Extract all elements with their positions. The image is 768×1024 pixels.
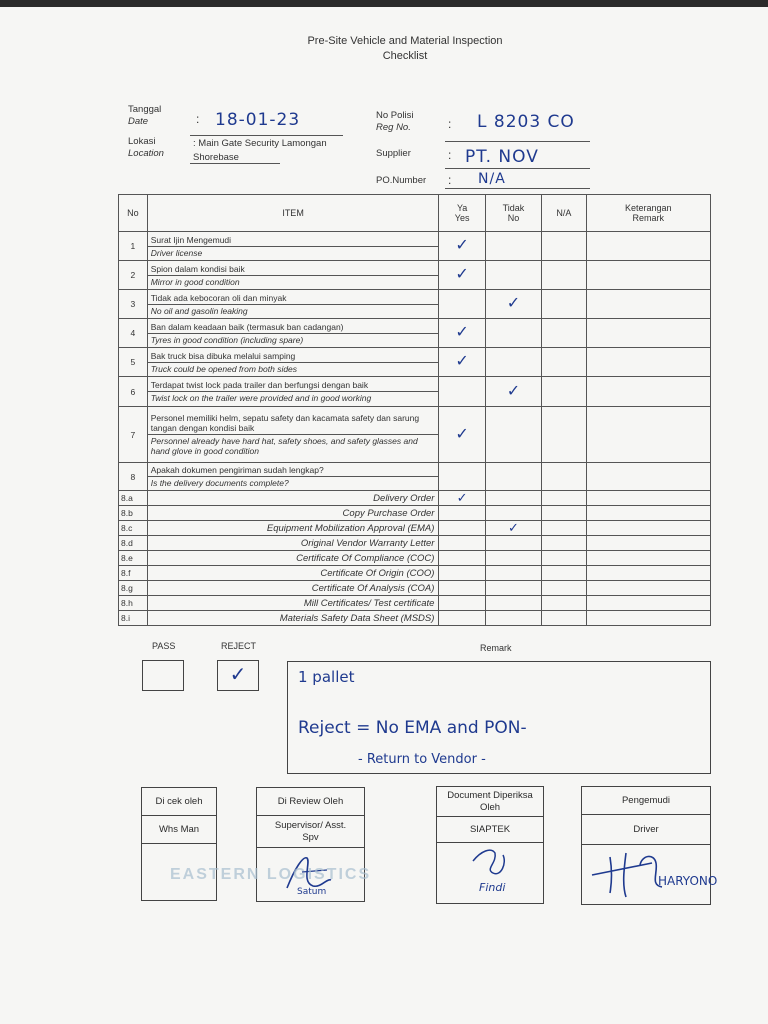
remark-header-en: Remark (632, 213, 665, 223)
po-colon: : (448, 173, 452, 187)
reject-label: REJECT (221, 641, 257, 651)
remark-cell[interactable] (586, 463, 710, 491)
reviewed-role-line-1: Supervisor/ Asst. (274, 819, 347, 831)
reviewed-by-label: Di Review Oleh (257, 788, 364, 816)
yes-cell[interactable] (439, 581, 485, 596)
yes-cell[interactable] (439, 536, 485, 551)
date-value: 18-01-23 (215, 110, 301, 130)
sub-row-number: 8.g (119, 581, 148, 596)
yes-cell[interactable] (439, 290, 485, 319)
supplier-label: Supplier (376, 148, 411, 159)
svg-text:Findi: Findi (479, 881, 506, 894)
yes-cell[interactable] (439, 319, 485, 348)
date-underline (190, 135, 343, 136)
yes-cell[interactable] (439, 407, 485, 463)
item-text-en: Is the delivery documents complete? (150, 478, 289, 488)
location-value (193, 137, 327, 165)
title-line-2: Checklist (382, 50, 428, 62)
checklist-row (119, 407, 711, 463)
no-polisi-label: No Polisi (376, 110, 414, 121)
sub-row-item: Certificate Of Origin (COO) (147, 566, 439, 581)
sub-row-item: Original Vendor Warranty Letter (147, 536, 439, 551)
sub-row-item: Materials Safety Data Sheet (MSDS) (147, 611, 439, 626)
sub-row-item: Copy Purchase Order (147, 506, 439, 521)
check-mark: ✓ (455, 324, 469, 341)
yes-cell[interactable] (439, 232, 485, 261)
col-yes-header (439, 195, 485, 232)
sub-row-number: 8.b (119, 506, 148, 521)
remark-cell[interactable] (586, 581, 710, 596)
yes-header-en: Yes (454, 213, 470, 223)
sub-row-number: 8.e (119, 551, 148, 566)
item-text-en: Truck could be opened from both sides (150, 363, 298, 374)
row-item (147, 319, 439, 348)
checklist-row (119, 290, 711, 319)
date-label-en: Date (128, 116, 149, 127)
checklist-sub-row (119, 611, 711, 626)
reject-checkbox[interactable] (217, 660, 259, 691)
remark-line-2: Reject = No EMA and PON- (298, 718, 527, 738)
yes-cell[interactable] (439, 377, 485, 407)
col-item-header: ITEM (147, 195, 439, 232)
lokasi-label: Lokasi (128, 136, 156, 147)
sub-row-number: 8.a (119, 491, 148, 506)
checklist-row (119, 348, 711, 377)
doc-checker-signature (437, 843, 543, 901)
remark-cell[interactable] (586, 491, 710, 506)
location-value-line-2: Shorebase (193, 152, 239, 163)
item-text-id: Apakah dokumen pengiriman sudah lengkap? (148, 464, 439, 477)
driver-label-id: Pengemudi (582, 787, 710, 815)
yes-header-id: Ya (456, 203, 468, 213)
sub-row-item: Mill Certificates/ Test certificate (147, 596, 439, 611)
na-cell[interactable] (542, 232, 586, 261)
remark-cell[interactable] (586, 596, 710, 611)
yes-cell[interactable] (439, 463, 485, 491)
reviewed-by-box (256, 787, 365, 902)
checklist-sub-row (119, 551, 711, 566)
po-underline (445, 188, 590, 189)
document-title (270, 34, 540, 64)
row-number: 1 (119, 232, 148, 261)
checklist-sub-row (119, 596, 711, 611)
reg-no-label (376, 110, 414, 134)
na-cell[interactable] (542, 581, 586, 596)
supplier-underline (445, 168, 590, 169)
yes-cell[interactable] (439, 491, 485, 506)
row-item (147, 348, 439, 377)
row-item (147, 463, 439, 491)
sub-row-item: Delivery Order (147, 491, 439, 506)
no-cell[interactable] (485, 566, 541, 581)
checklist-sub-row (119, 581, 711, 596)
sub-row-number: 8.f (119, 566, 148, 581)
sub-row-item: Equipment Mobilization Approval (EMA) (147, 521, 439, 536)
driver-signature (582, 845, 732, 903)
row-number: 5 (119, 348, 148, 377)
tanggal-label: Tanggal (128, 104, 162, 115)
doc-checked-line-2: Oleh (479, 801, 501, 813)
item-text-en: No oil and gasolin leaking (150, 305, 248, 316)
na-cell[interactable] (542, 463, 586, 491)
checklist-row (119, 463, 711, 491)
no-cell[interactable] (485, 611, 541, 626)
no-cell[interactable] (485, 407, 541, 463)
location-label-en: Location (128, 148, 164, 159)
na-cell[interactable] (542, 290, 586, 319)
reg-underline (445, 141, 590, 142)
item-text-id: Ban dalam keadaan baik (termasuk ban cadangan) (148, 321, 439, 334)
check-mark: ✓ (455, 353, 469, 370)
sub-row-number: 8.c (119, 521, 148, 536)
remark-cell[interactable] (586, 261, 710, 290)
col-remark-header (586, 195, 710, 232)
item-text-id: Surat Ijin Mengemudi (148, 234, 439, 247)
checked-by-role: Whs Man (142, 816, 216, 844)
remark-cell[interactable] (586, 407, 710, 463)
sub-row-item: Certificate Of Compliance (COC) (147, 551, 439, 566)
remark-line-1: 1 pallet (298, 668, 355, 686)
row-item (147, 377, 439, 407)
checklist-row (119, 232, 711, 261)
remark-header-id: Keterangan (625, 203, 672, 213)
no-cell[interactable] (485, 348, 541, 377)
remark-cell[interactable] (586, 377, 710, 407)
sub-row-number: 8.d (119, 536, 148, 551)
doc-checked-label (437, 787, 543, 817)
checklist-sub-row (119, 566, 711, 581)
no-cell[interactable] (485, 536, 541, 551)
item-text-id: Spion dalam kondisi baik (148, 263, 439, 276)
item-text-en: Driver license (150, 247, 203, 258)
supplier-colon: : (448, 148, 452, 162)
checked-by-label: Di cek oleh (142, 788, 216, 816)
no-cell[interactable] (485, 319, 541, 348)
eastern-logistics-stamp: EASTERN LOGISTICS (170, 866, 372, 883)
col-na-header: N/A (542, 195, 586, 232)
check-mark: ✓ (455, 237, 469, 254)
na-cell[interactable] (542, 566, 586, 581)
item-text-en: Personnel already have hard hat, safety shoes, and safety glasses and hand glove in good condition (150, 436, 418, 456)
na-cell[interactable] (542, 319, 586, 348)
no-cell[interactable] (485, 463, 541, 491)
row-number: 3 (119, 290, 148, 319)
remark-label: Remark (480, 643, 512, 653)
row-item (147, 232, 439, 261)
table-header-row (119, 195, 711, 232)
sub-row-item: Certificate Of Analysis (COA) (147, 581, 439, 596)
date-colon: : (196, 112, 200, 126)
yes-cell[interactable] (439, 551, 485, 566)
sub-row-number: 8.h (119, 596, 148, 611)
remark-cell[interactable] (586, 611, 710, 626)
remark-cell[interactable] (586, 348, 710, 377)
na-cell[interactable] (542, 521, 586, 536)
location-value-line-1: : Main Gate Security Lamongan (193, 138, 327, 149)
yes-cell[interactable] (439, 566, 485, 581)
check-mark: ✓ (456, 490, 468, 505)
location-label (128, 136, 164, 160)
svg-text:HARYONO: HARYONO (658, 874, 718, 888)
item-text-id: Personel memiliki helm, sepatu safety dan kacamata safety dan sarung tangan dengan kondisi baik (148, 412, 439, 435)
checklist-row (119, 261, 711, 290)
row-item (147, 407, 439, 463)
item-text-id: Bak truck bisa dibuka melalui samping (148, 350, 439, 363)
item-text-id: Terdapat twist lock pada trailer dan berfungsi dengan baik (148, 379, 439, 392)
driver-box (581, 786, 718, 905)
reviewed-by-role (257, 816, 364, 848)
yes-cell[interactable] (439, 596, 485, 611)
doc-checked-box (436, 786, 544, 904)
na-cell[interactable] (542, 261, 586, 290)
no-cell[interactable] (485, 290, 541, 319)
checklist-row (119, 319, 711, 348)
item-text-en: Mirror in good condition (150, 276, 240, 287)
col-no-header: No (119, 195, 148, 232)
no-cell[interactable] (485, 377, 541, 407)
no-cell[interactable] (485, 581, 541, 596)
na-cell[interactable] (542, 506, 586, 521)
remark-cell[interactable] (586, 566, 710, 581)
item-text-id: Tidak ada kebocoran oli dan minyak (148, 292, 439, 305)
no-cell[interactable] (485, 232, 541, 261)
no-cell[interactable] (485, 261, 541, 290)
reg-colon: : (448, 117, 452, 131)
na-cell[interactable] (542, 551, 586, 566)
remark-cell[interactable] (586, 290, 710, 319)
na-cell[interactable] (542, 348, 586, 377)
driver-label-en: Driver (582, 815, 710, 845)
remark-box[interactable] (287, 661, 711, 774)
col-no-check-header (485, 195, 541, 232)
remark-cell[interactable] (586, 506, 710, 521)
no-header-en: No (507, 213, 520, 223)
reg-no-label-en: Reg No. (376, 122, 411, 133)
item-text-en: Twist lock on the trailer were provided and in good working (150, 393, 372, 403)
check-mark: ✓ (508, 520, 519, 535)
remark-cell[interactable] (586, 551, 710, 566)
po-label: PO.Number (376, 175, 427, 186)
row-item (147, 261, 439, 290)
supplier-value: PT. NOV (465, 147, 539, 167)
na-cell[interactable] (542, 407, 586, 463)
na-cell[interactable] (542, 377, 586, 407)
check-mark: ✓ (455, 266, 469, 283)
reject-check-mark: ✓ (229, 664, 247, 686)
no-cell[interactable] (485, 506, 541, 521)
inspection-checklist-table (118, 194, 711, 626)
yes-cell[interactable] (439, 611, 485, 626)
check-mark: ✓ (506, 295, 521, 312)
remark-cell[interactable] (586, 232, 710, 261)
no-cell[interactable] (485, 521, 541, 536)
no-cell[interactable] (485, 491, 541, 506)
row-number: 7 (119, 407, 148, 463)
reg-no-value: L 8203 CO (477, 112, 575, 132)
remark-line-3: - Return to Vendor - (358, 752, 486, 767)
row-number: 8 (119, 463, 148, 491)
location-underline (190, 163, 280, 164)
checklist-sub-row (119, 506, 711, 521)
check-mark: ✓ (455, 425, 469, 443)
check-mark: ✓ (506, 382, 521, 400)
no-header-id: Tidak (502, 203, 525, 213)
row-number: 4 (119, 319, 148, 348)
doc-checked-role: SIAPTEK (437, 817, 543, 843)
yes-cell[interactable] (439, 521, 485, 536)
yes-cell[interactable] (439, 348, 485, 377)
doc-checked-line-1: Document Diperiksa (447, 789, 533, 801)
row-item (147, 290, 439, 319)
reviewed-role-line-2: Spv (302, 831, 319, 843)
checklist-sub-row (119, 536, 711, 551)
remark-cell[interactable] (586, 319, 710, 348)
date-label (128, 104, 161, 128)
po-value: N/A (478, 171, 506, 187)
no-cell[interactable] (485, 596, 541, 611)
pass-label: PASS (152, 641, 176, 651)
na-cell[interactable] (542, 611, 586, 626)
yes-cell[interactable] (439, 506, 485, 521)
checklist-row (119, 377, 711, 407)
na-cell[interactable] (542, 596, 586, 611)
title-line-1: Pre-Site Vehicle and Material Inspection (307, 35, 503, 47)
row-number: 6 (119, 377, 148, 407)
item-text-en: Tyres in good condition (including spare) (150, 334, 304, 345)
na-cell[interactable] (542, 491, 586, 506)
row-number: 2 (119, 261, 148, 290)
remark-cell[interactable] (586, 521, 710, 536)
yes-cell[interactable] (439, 261, 485, 290)
remark-cell[interactable] (586, 536, 710, 551)
scan-top-edge (0, 0, 768, 7)
pass-checkbox[interactable] (142, 660, 184, 691)
sub-row-number: 8.i (119, 611, 148, 626)
svg-text:Satum: Satum (297, 887, 327, 897)
na-cell[interactable] (542, 536, 586, 551)
checklist-sub-row (119, 521, 711, 536)
no-cell[interactable] (485, 551, 541, 566)
checklist-sub-row (119, 491, 711, 506)
